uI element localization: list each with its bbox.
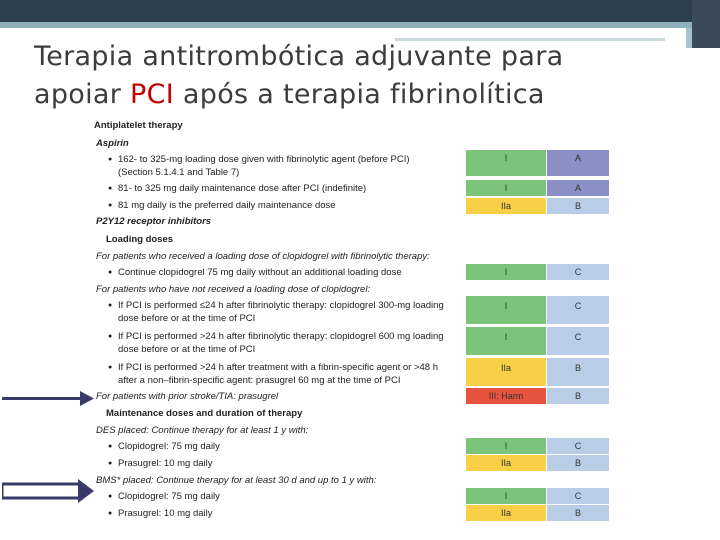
top-bar-accent	[0, 22, 720, 28]
corner-decoration	[692, 0, 720, 48]
cor-cell: I	[466, 327, 546, 355]
top-bar	[0, 0, 720, 22]
subheading-received-clopidogrel: For patients who received a loading dose of clopidogrel with fibrinolytic therapy:	[96, 251, 430, 262]
loe-cell: C	[547, 438, 609, 454]
slide-title	[34, 38, 674, 114]
subheading-not-received-clopidogrel: For patients who have not received a loading dose of clopidogrel:	[96, 284, 371, 295]
loe-cell: C	[547, 327, 609, 355]
arrow-pointer-icon	[2, 478, 96, 504]
loe-cell: A	[547, 150, 609, 176]
arrow-pointer-icon	[2, 387, 96, 409]
cor-cell: I	[466, 150, 546, 176]
rec-text-aspirin-loading-cont: (Section 5.1.4.1 and Table 7)	[118, 167, 240, 178]
rec-text-bms-clopidogrel: ● Clopidogrel: 75 mg daily	[118, 491, 220, 503]
subheading-bms-placed: BMS* placed: Continue therapy for at least 30 d and up to 1 y with:	[96, 475, 377, 486]
loe-cell: B	[547, 388, 609, 404]
cor-cell: I	[466, 264, 546, 280]
subheading-prior-stroke: For patients with prior stroke/TIA: prasugrel	[96, 391, 279, 402]
subheading-des-placed: DES placed: Continue therapy for at least 1 y with:	[96, 425, 309, 436]
cor-cell: III: Harm	[466, 388, 546, 404]
rec-text-pci-le24h: ● If PCI is performed ≤24 h after fibrinolytic therapy: clopidogrel 300-mg loading	[118, 300, 444, 312]
rec-text-aspirin-loading: ● 162- to 325-mg loading dose given with fibrinolytic agent (before PCI)	[118, 154, 410, 166]
loe-cell: B	[547, 455, 609, 471]
title-text: apoiar	[34, 79, 131, 110]
cor-cell: I	[466, 438, 546, 454]
heading-antiplatelet: Antiplatelet therapy	[94, 120, 183, 131]
corner-decoration-accent	[686, 28, 692, 48]
loe-cell: C	[547, 488, 609, 504]
rec-text-pci-gt24h: ● If PCI is performed >24 h after fibrinolytic therapy: clopidogrel 600 mg loading	[118, 331, 444, 343]
title-text-end: após a terapia fibrinolítica	[174, 79, 545, 110]
heading-aspirin: Aspirin	[96, 138, 129, 149]
rec-text-des-prasugrel: ● Prasugrel: 10 mg daily	[118, 458, 213, 470]
heading-p2y12: P2Y12 receptor inhibitors	[96, 216, 212, 227]
title-pci: PCI	[130, 79, 175, 110]
rec-text-des-clopidogrel: ● Clopidogrel: 75 mg daily	[118, 441, 220, 453]
heading-loading-doses: Loading doses	[106, 234, 174, 245]
cor-cell: I	[466, 180, 546, 196]
loe-cell: C	[547, 264, 609, 280]
cor-cell: IIa	[466, 455, 546, 471]
cor-cell: I	[466, 296, 546, 324]
rec-text-prasugrel-loading-cont: after a non–fibrin-specific agent: prasugrel 60 mg at the time of PCI	[118, 375, 401, 386]
cor-cell: IIa	[466, 505, 546, 521]
loe-cell: B	[547, 505, 609, 521]
guideline-table	[92, 118, 622, 528]
loe-cell: B	[547, 198, 609, 214]
title-line-1: Terapia antitrombótica adjuvante para	[34, 41, 564, 72]
rec-text-prasugrel-loading: ● If PCI is performed >24 h after treatment with a fibrin-specific agent or >48 h	[118, 362, 438, 374]
rec-text-pci-gt24h-cont: dose before or at the time of PCI	[118, 344, 256, 355]
loe-cell: B	[547, 358, 609, 386]
cor-cell: IIa	[466, 358, 546, 386]
cor-cell: I	[466, 488, 546, 504]
rec-text-aspirin-81mg: ● 81 mg daily is the preferred daily maintenance dose	[118, 200, 336, 212]
heading-maintenance: Maintenance doses and duration of therapy	[106, 408, 303, 419]
rec-text-bms-prasugrel: ● Prasugrel: 10 mg daily	[118, 508, 213, 520]
rec-text-pci-le24h-cont: dose before or at the time of PCI	[118, 313, 256, 324]
rec-text-aspirin-maintenance: ● 81- to 325 mg daily maintenance dose after PCI (indefinite)	[118, 183, 366, 195]
loe-cell: C	[547, 296, 609, 324]
loe-cell: A	[547, 180, 609, 196]
cor-cell: IIa	[466, 198, 546, 214]
title-line-2	[34, 76, 674, 114]
rec-text-continue-clopidogrel: ● Continue clopidogrel 75 mg daily without an additional loading dose	[118, 267, 402, 279]
